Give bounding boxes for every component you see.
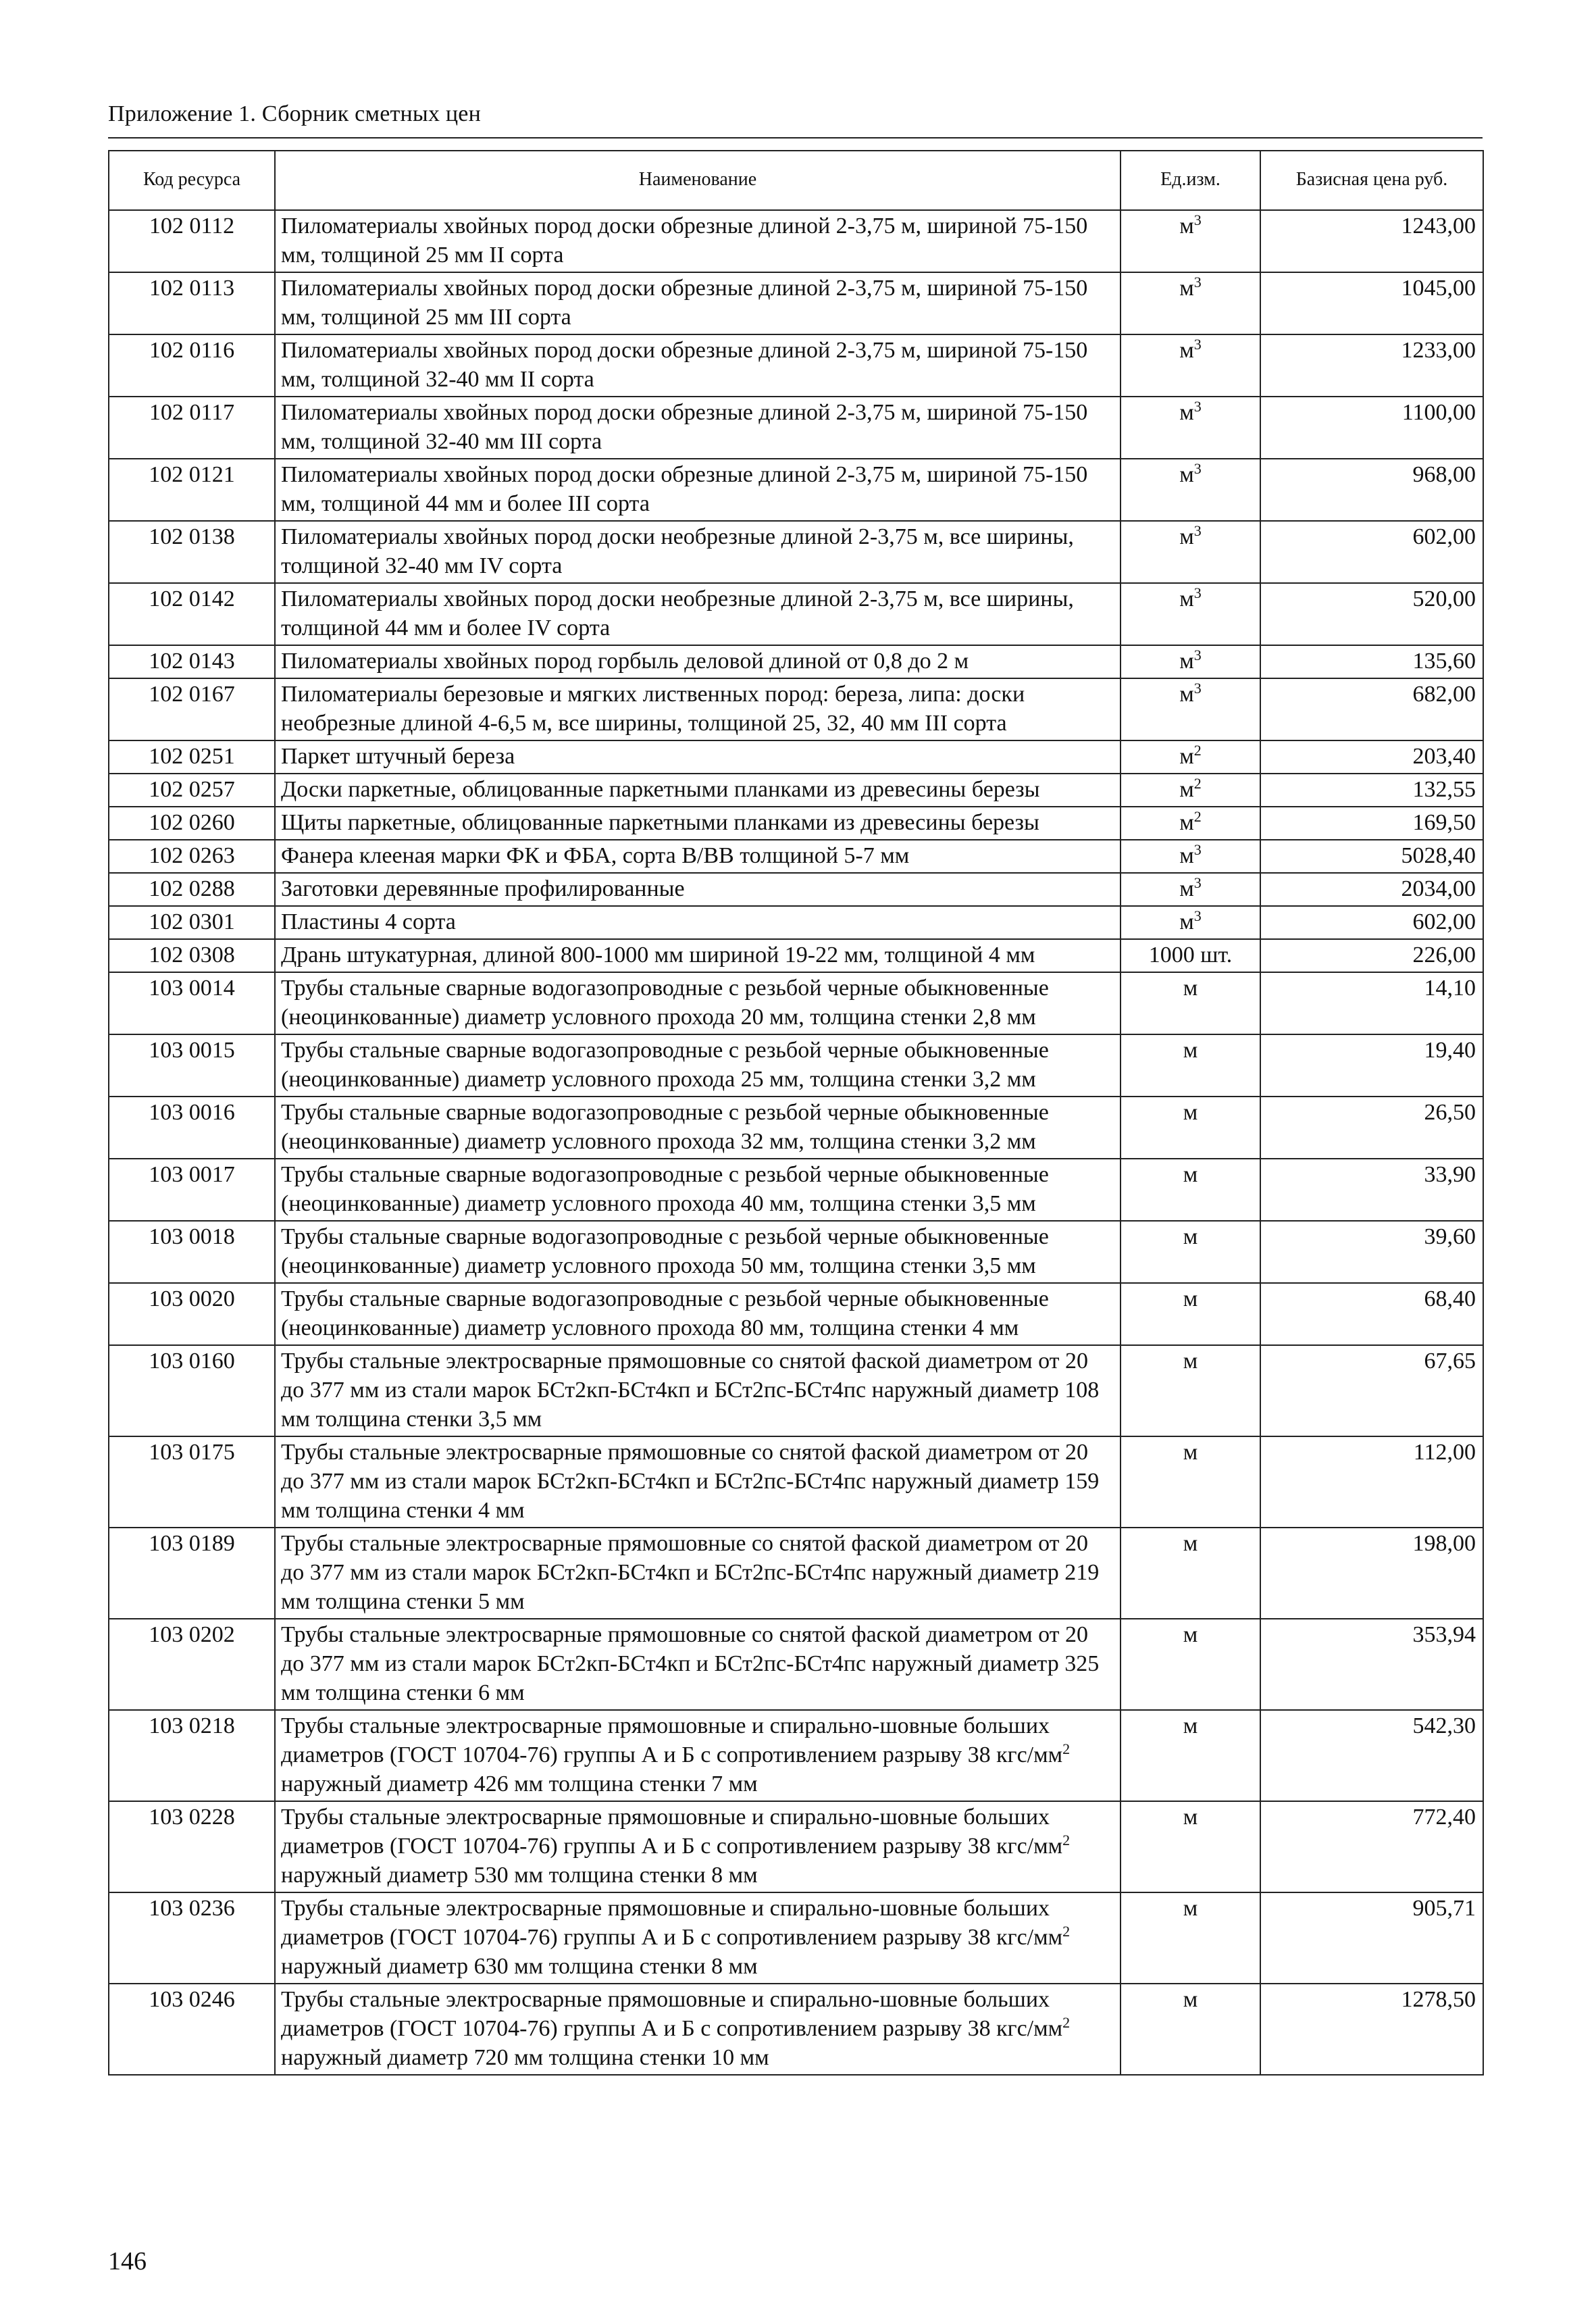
price-table — [108, 150, 1484, 2076]
column-header-code: Код ресурса — [109, 151, 275, 210]
base-price: 968,00 — [1260, 459, 1483, 521]
base-price: 2034,00 — [1260, 873, 1483, 906]
resource-code: 102 0288 — [109, 873, 275, 906]
unit-of-measure: м — [1121, 1034, 1260, 1097]
resource-code: 103 0017 — [109, 1159, 275, 1221]
resource-name: Доски паркетные, облицованные паркетными планками из древесины березы — [275, 774, 1121, 807]
table-row — [109, 678, 1483, 740]
table-row — [109, 972, 1483, 1034]
base-price: 68,40 — [1260, 1283, 1483, 1345]
base-price: 14,10 — [1260, 972, 1483, 1034]
base-price: 26,50 — [1260, 1097, 1483, 1159]
unit-of-measure: $м^3$ — [1121, 873, 1260, 906]
resource-code: 102 0143 — [109, 645, 275, 678]
resource-name: Трубы стальные электросварные прямошовные со снятой фаской диаметром от 20 до 377 мм из стали марок БСт2кп-БСт4кп и БСт2пс-БСт4пс наружный диаметр 108 мм толщина стенки 3,5 мм — [275, 1345, 1121, 1436]
resource-name: Трубы стальные электросварные прямошовные со снятой фаской диаметром от 20 до 377 мм из стали марок БСт2кп-БСт4кп и БСт2пс-БСт4пс наружный диаметр 219 мм толщина стенки 5 мм — [275, 1528, 1121, 1619]
resource-name: Трубы стальные электросварные прямошовные со снятой фаской диаметром от 20 до 377 мм из стали марок БСт2кп-БСт4кп и БСт2пс-БСт4пс наружный диаметр 325 мм толщина стенки 6 мм — [275, 1619, 1121, 1710]
resource-name: Щиты паркетные, облицованные паркетными планками из древесины березы — [275, 807, 1121, 840]
unit-of-measure: $м^3$ — [1121, 645, 1260, 678]
unit-of-measure: $м^3$ — [1121, 521, 1260, 583]
resource-code: 102 0116 — [109, 334, 275, 397]
running-title: Приложение 1. Сборник сметных цен — [108, 101, 481, 126]
resource-name: Трубы стальные сварные водогазопроводные с резьбой черные обыкновенные (неоцинкованные) диаметр условного прохода 50 мм, толщина стенки 3,5 мм — [275, 1221, 1121, 1283]
base-price: 520,00 — [1260, 583, 1483, 645]
resource-code: 102 0301 — [109, 906, 275, 939]
resource-code: 103 0202 — [109, 1619, 275, 1710]
table-header-row — [109, 151, 1483, 210]
resource-name: Пластины 4 сорта — [275, 906, 1121, 939]
resource-code: 103 0018 — [109, 1221, 275, 1283]
resource-code: 103 0015 — [109, 1034, 275, 1097]
base-price: 33,90 — [1260, 1159, 1483, 1221]
unit-of-measure: м — [1121, 1528, 1260, 1619]
resource-name: Трубы стальные электросварные прямошовные и спирально-шовные больших диаметров (ГОСТ 10704-76) группы А и Б с сопротивлением разрыву 38 кгс/$мм^2$ наружный диаметр 720 мм толщина стенки 10 мм — [275, 1984, 1121, 2075]
table-row — [109, 397, 1483, 459]
resource-name: Трубы стальные электросварные прямошовные со снятой фаской диаметром от 20 до 377 мм из стали марок БСт2кп-БСт4кп и БСт2пс-БСт4пс наружный диаметр 159 мм толщина стенки 4 мм — [275, 1436, 1121, 1528]
table-row — [109, 939, 1483, 972]
unit-of-measure: 1000 шт. — [1121, 939, 1260, 972]
resource-code: 103 0218 — [109, 1710, 275, 1801]
unit-of-measure: м — [1121, 1283, 1260, 1345]
resource-name: Трубы стальные сварные водогазопроводные с резьбой черные обыкновенные (неоцинкованные) диаметр условного прохода 25 мм, толщина стенки 3,2 мм — [275, 1034, 1121, 1097]
resource-code: 102 0112 — [109, 210, 275, 272]
resource-name: Пиломатериалы хвойных пород доски обрезные длиной 2-3,75 м, шириной 75-150 мм, толщиной 25 мм II сорта — [275, 210, 1121, 272]
resource-code: 103 0020 — [109, 1283, 275, 1345]
resource-code: 102 0260 — [109, 807, 275, 840]
resource-code: 103 0189 — [109, 1528, 275, 1619]
unit-of-measure: $м^3$ — [1121, 840, 1260, 873]
resource-name: Дрань штукатурная, длиной 800-1000 мм шириной 19-22 мм, толщиной 4 мм — [275, 939, 1121, 972]
resource-name: Пиломатериалы хвойных пород доски обрезные длиной 2-3,75 м, шириной 75-150 мм, толщиной 44 мм и более III сорта — [275, 459, 1121, 521]
table-row — [109, 521, 1483, 583]
unit-of-measure: м — [1121, 1159, 1260, 1221]
unit-of-measure: $м^3$ — [1121, 583, 1260, 645]
resource-code: 102 0251 — [109, 740, 275, 774]
unit-of-measure: $м^3$ — [1121, 678, 1260, 740]
base-price: 1045,00 — [1260, 272, 1483, 334]
resource-code: 102 0138 — [109, 521, 275, 583]
column-header-price: Базисная цена руб. — [1260, 151, 1483, 210]
table-row — [109, 1984, 1483, 2075]
unit-of-measure: м — [1121, 1221, 1260, 1283]
unit-of-measure: м — [1121, 1619, 1260, 1710]
resource-name: Фанера клееная марки ФК и ФБА, сорта В/ВВ толщиной 5-7 мм — [275, 840, 1121, 873]
table-row — [109, 807, 1483, 840]
header-rule — [108, 137, 1483, 139]
table-row — [109, 1345, 1483, 1436]
table-row — [109, 1528, 1483, 1619]
resource-name: Трубы стальные электросварные прямошовные и спирально-шовные больших диаметров (ГОСТ 10704-76) группы А и Б с сопротивлением разрыву 38 кгс/$мм^2$ наружный диаметр 630 мм толщина стенки 8 мм — [275, 1892, 1121, 1984]
unit-of-measure: м — [1121, 1436, 1260, 1528]
unit-of-measure: $м^3$ — [1121, 210, 1260, 272]
page-number: 146 — [108, 2247, 147, 2275]
base-price: 602,00 — [1260, 906, 1483, 939]
resource-code: 103 0175 — [109, 1436, 275, 1528]
resource-code: 102 0117 — [109, 397, 275, 459]
unit-of-measure: $м^2$ — [1121, 807, 1260, 840]
resource-code: 103 0236 — [109, 1892, 275, 1984]
table-row — [109, 774, 1483, 807]
table-row — [109, 740, 1483, 774]
base-price: 905,71 — [1260, 1892, 1483, 1984]
base-price: 169,50 — [1260, 807, 1483, 840]
resource-code: 103 0014 — [109, 972, 275, 1034]
table-row — [109, 459, 1483, 521]
resource-code: 103 0160 — [109, 1345, 275, 1436]
base-price: 602,00 — [1260, 521, 1483, 583]
resource-name: Пиломатериалы хвойных пород доски обрезные длиной 2-3,75 м, шириной 75-150 мм, толщиной 32-40 мм II сорта — [275, 334, 1121, 397]
table-row — [109, 272, 1483, 334]
base-price: 1278,50 — [1260, 1984, 1483, 2075]
base-price: 1100,00 — [1260, 397, 1483, 459]
unit-of-measure: $м^3$ — [1121, 906, 1260, 939]
table-row — [109, 906, 1483, 939]
base-price: 542,30 — [1260, 1710, 1483, 1801]
unit-of-measure: м — [1121, 1710, 1260, 1801]
base-price: 19,40 — [1260, 1034, 1483, 1097]
resource-name: Трубы стальные сварные водогазопроводные с резьбой черные обыкновенные (неоцинкованные) диаметр условного прохода 40 мм, толщина стенки 3,5 мм — [275, 1159, 1121, 1221]
table-row — [109, 1097, 1483, 1159]
unit-of-measure: м — [1121, 972, 1260, 1034]
resource-name: Пиломатериалы березовые и мягких лиственных пород: береза, липа: доски необрезные длиной 4-6,5 м, все ширины, толщиной 25, 32, 40 мм III сорта — [275, 678, 1121, 740]
base-price: 39,60 — [1260, 1221, 1483, 1283]
table-body — [109, 210, 1483, 2075]
table-row — [109, 334, 1483, 397]
base-price: 353,94 — [1260, 1619, 1483, 1710]
table-row — [109, 583, 1483, 645]
resource-name: Трубы стальные электросварные прямошовные и спирально-шовные больших диаметров (ГОСТ 10704-76) группы А и Б с сопротивлением разрыву 38 кгс/$мм^2$ наружный диаметр 426 мм толщина стенки 7 мм — [275, 1710, 1121, 1801]
resource-name: Трубы стальные сварные водогазопроводные с резьбой черные обыкновенные (неоцинкованные) диаметр условного прохода 80 мм, толщина стенки 4 мм — [275, 1283, 1121, 1345]
base-price: 135,60 — [1260, 645, 1483, 678]
resource-name: Пиломатериалы хвойных пород доски обрезные длиной 2-3,75 м, шириной 75-150 мм, толщиной 25 мм III сорта — [275, 272, 1121, 334]
table-row — [109, 1159, 1483, 1221]
table-row — [109, 1892, 1483, 1984]
unit-of-measure: м — [1121, 1097, 1260, 1159]
resource-code: 102 0167 — [109, 678, 275, 740]
table-row — [109, 873, 1483, 906]
unit-of-measure: $м^3$ — [1121, 334, 1260, 397]
resource-name: Трубы стальные сварные водогазопроводные с резьбой черные обыкновенные (неоцинкованные) диаметр условного прохода 20 мм, толщина стенки 2,8 мм — [275, 972, 1121, 1034]
column-header-unit: Ед.изм. — [1121, 151, 1260, 210]
resource-code: 102 0257 — [109, 774, 275, 807]
base-price: 1233,00 — [1260, 334, 1483, 397]
resource-name: Трубы стальные электросварные прямошовные и спирально-шовные больших диаметров (ГОСТ 10704-76) группы А и Б с сопротивлением разрыву 38 кгс/$мм^2$ наружный диаметр 530 мм толщина стенки 8 мм — [275, 1801, 1121, 1892]
base-price: 67,65 — [1260, 1345, 1483, 1436]
resource-code: 103 0016 — [109, 1097, 275, 1159]
base-price: 198,00 — [1260, 1528, 1483, 1619]
base-price: 226,00 — [1260, 939, 1483, 972]
resource-code: 102 0263 — [109, 840, 275, 873]
table-row — [109, 840, 1483, 873]
unit-of-measure: $м^3$ — [1121, 397, 1260, 459]
base-price: 772,40 — [1260, 1801, 1483, 1892]
table-row — [109, 210, 1483, 272]
unit-of-measure: $м^2$ — [1121, 740, 1260, 774]
base-price: 1243,00 — [1260, 210, 1483, 272]
unit-of-measure: м — [1121, 1984, 1260, 2075]
resource-name: Пиломатериалы хвойных пород горбыль деловой длиной от 0,8 до 2 м — [275, 645, 1121, 678]
unit-of-measure: $м^3$ — [1121, 459, 1260, 521]
base-price: 682,00 — [1260, 678, 1483, 740]
table-row — [109, 1034, 1483, 1097]
resource-code: 102 0121 — [109, 459, 275, 521]
table-row — [109, 1710, 1483, 1801]
resource-code: 103 0228 — [109, 1801, 275, 1892]
resource-name: Пиломатериалы хвойных пород доски необрезные длиной 2-3,75 м, все ширины, толщиной 32-40 мм IV сорта — [275, 521, 1121, 583]
table-row — [109, 1283, 1483, 1345]
unit-of-measure: м — [1121, 1345, 1260, 1436]
resource-name: Трубы стальные сварные водогазопроводные с резьбой черные обыкновенные (неоцинкованные) диаметр условного прохода 32 мм, толщина стенки 3,2 мм — [275, 1097, 1121, 1159]
resource-code: 102 0142 — [109, 583, 275, 645]
resource-name: Пиломатериалы хвойных пород доски необрезные длиной 2-3,75 м, все ширины, толщиной 44 мм и более IV сорта — [275, 583, 1121, 645]
resource-code: 103 0246 — [109, 1984, 275, 2075]
resource-name: Пиломатериалы хвойных пород доски обрезные длиной 2-3,75 м, шириной 75-150 мм, толщиной 32-40 мм III сорта — [275, 397, 1121, 459]
resource-code: 102 0113 — [109, 272, 275, 334]
resource-name: Заготовки деревянные профилированные — [275, 873, 1121, 906]
unit-of-measure: м — [1121, 1892, 1260, 1984]
table-row — [109, 645, 1483, 678]
table-row — [109, 1221, 1483, 1283]
table-row — [109, 1436, 1483, 1528]
table-row — [109, 1801, 1483, 1892]
base-price: 132,55 — [1260, 774, 1483, 807]
resource-name: Паркет штучный береза — [275, 740, 1121, 774]
base-price: 203,40 — [1260, 740, 1483, 774]
resource-code: 102 0308 — [109, 939, 275, 972]
table-row — [109, 1619, 1483, 1710]
unit-of-measure: $м^3$ — [1121, 272, 1260, 334]
column-header-name: Наименование — [275, 151, 1121, 210]
base-price: 112,00 — [1260, 1436, 1483, 1528]
unit-of-measure: $м^2$ — [1121, 774, 1260, 807]
base-price: 5028,40 — [1260, 840, 1483, 873]
unit-of-measure: м — [1121, 1801, 1260, 1892]
